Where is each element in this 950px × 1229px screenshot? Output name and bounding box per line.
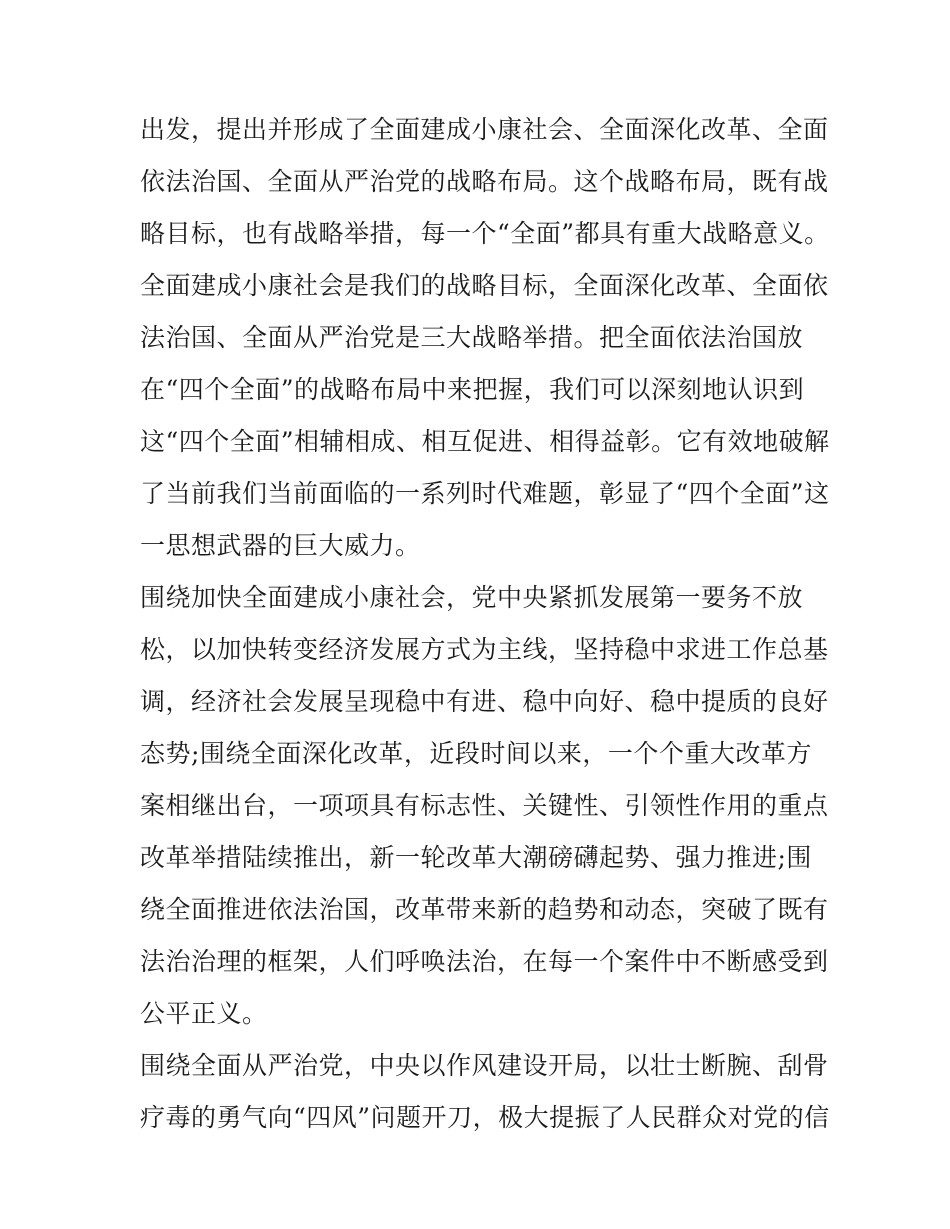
- text-line: 围绕全面从严治党，中央以作风建设开局，以壮士断腕、刮骨: [140, 1051, 829, 1080]
- text-line: 一思想武器的巨大威力。: [140, 531, 421, 560]
- text-line: 法治治理的框架，人们呼唤法治，在每一个案件中不断感受到: [140, 947, 829, 976]
- text-line: 法治国、全面从严治党是三大战略举措。把全面依法治国放: [140, 323, 804, 352]
- text-line: 改革举措陆续推出，新一轮改革大潮磅礴起势、强力推进;围: [140, 843, 812, 872]
- text-line: 依法治国、全面从严治党的战略布局。这个战略布局，既有战: [140, 167, 829, 196]
- text-line: 了当前我们当前面临的一系列时代难题，彰显了“四个全面”这: [140, 479, 830, 508]
- text-line: 疗毒的勇气向“四风”问题开刀，极大提振了人民群众对党的信: [140, 1103, 830, 1132]
- text-line: 态势;围绕全面深化改革，近段时间以来，一个个重大改革方: [140, 739, 812, 768]
- body-text: [140, 109, 840, 1149]
- text-line: 出发，提出并形成了全面建成小康社会、全面深化改革、全面: [140, 115, 829, 144]
- text-line: 调，经济社会发展呈现稳中有进、稳中向好、稳中提质的良好: [140, 687, 829, 716]
- text-line: 公平正义。: [140, 999, 268, 1028]
- text-line: 围绕加快全面建成小康社会，党中央紧抓发展第一要务不放: [140, 583, 804, 612]
- text-line: 在“四个全面”的战略布局中来把握，我们可以深刻地认识到: [140, 375, 805, 404]
- text-line: 这“四个全面”相辅相成、相互促进、相得益彰。它有效地破解: [140, 427, 830, 456]
- text-line: 全面建成小康社会是我们的战略目标，全面深化改革、全面依: [140, 271, 829, 300]
- text-line: 绕全面推进依法治国，改革带来新的趋势和动态，突破了既有: [140, 895, 829, 924]
- text-line: 案相继出台，一项项具有标志性、关键性、引领性作用的重点: [140, 791, 829, 820]
- text-line: 略目标，也有战略举措，每一个“全面”都具有重大战略意义。: [140, 219, 830, 248]
- text-line: 松，以加快转变经济发展方式为主线，坚持稳中求进工作总基: [140, 635, 829, 664]
